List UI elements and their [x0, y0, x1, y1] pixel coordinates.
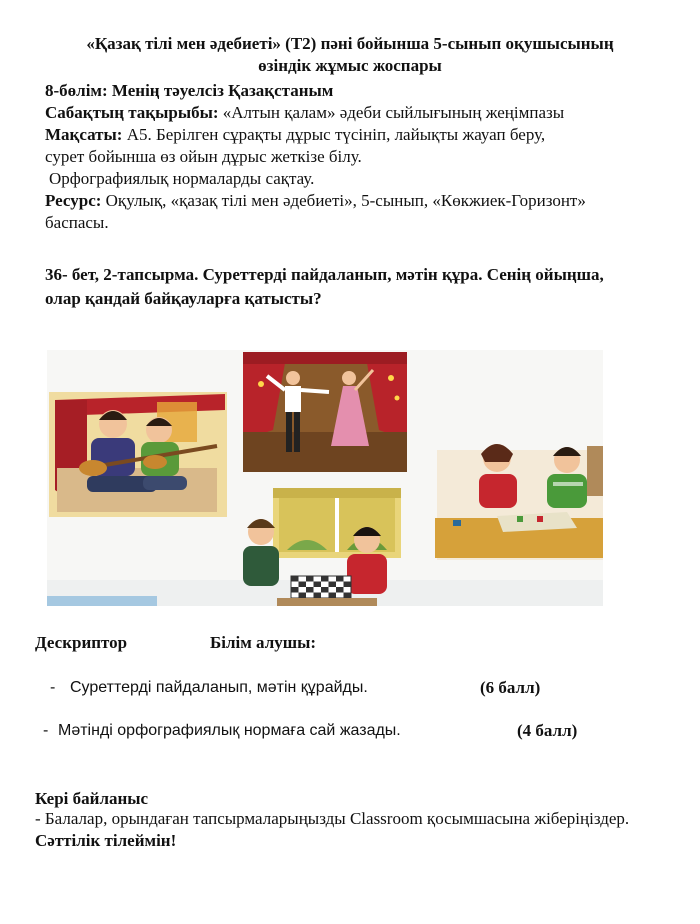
goal-text-3: Орфографиялық нормаларды сақтау.	[49, 169, 315, 188]
goal-line-1	[45, 124, 545, 146]
resource-text-2: баспасы.	[45, 213, 109, 232]
section-heading: 8-бөлім: Менің тәуелсіз Қазақстаным	[45, 81, 334, 100]
descriptor-item-1-text: Суреттерді пайдаланып, мәтін құрайды.	[70, 679, 368, 696]
descriptor-item-2-points: (4 балл)	[517, 721, 578, 740]
resource-text-1: Оқулық, «қазақ тілі мен әдебиеті», 5-сынып, «Көкжиек-Горизонт»	[105, 191, 586, 210]
topic-label: Сабақтың тақырыбы:	[45, 103, 219, 122]
descriptor-label: Дескриптор	[35, 633, 128, 652]
descriptor-item-1-bullet: -	[50, 679, 56, 696]
document-title-line-1: «Қазақ тілі мен әдебиеті» (Т2) пәні бойынша 5-сынып оқушысының	[86, 34, 614, 53]
task-line-2: олар қандай байқауларға қатысты?	[45, 289, 322, 308]
scene-dancers	[243, 352, 407, 472]
feedback-heading: Кері байланыс	[35, 789, 149, 808]
descriptor-item-2-bullet: -	[43, 722, 49, 739]
textbook-illustration	[47, 350, 603, 606]
scene-table-game	[435, 444, 603, 560]
descriptor-item-1-points: (6 балл)	[480, 678, 541, 697]
goal-text-1: А5. Берілген сұрақты дұрыс түсініп, лайықты жауап беру,	[126, 125, 546, 144]
resource-label: Ресурс:	[45, 191, 102, 210]
resource-line-1	[45, 190, 586, 212]
closing-wish: Сәттілік тілеймін!	[35, 831, 177, 850]
learner-label: Білім алушы:	[210, 633, 317, 652]
task-line-1: 36- бет, 2-тапсырма. Суреттерді пайдаланып, мәтін құра. Сенің ойыңша,	[45, 265, 604, 284]
goal-text-2: сурет бойынша өз ойын дұрыс жеткізе білу.	[45, 147, 362, 166]
goal-label: Мақсаты:	[45, 125, 123, 144]
topic-line	[45, 102, 564, 124]
feedback-text: - Балалар, орындаған тапсырмаларыңызды Classroom қосымшасына жіберіңіздер.	[35, 809, 630, 828]
topic-value: «Алтын қалам» әдеби сыйлығының жеңімпазы	[222, 103, 565, 122]
descriptor-item-2-text: Мәтінді орфографиялық нормаға сай жазады.	[58, 722, 401, 739]
document-title-line-2: өзіндік жұмыс жоспары	[258, 56, 442, 75]
scene-dombra-players	[49, 392, 227, 517]
